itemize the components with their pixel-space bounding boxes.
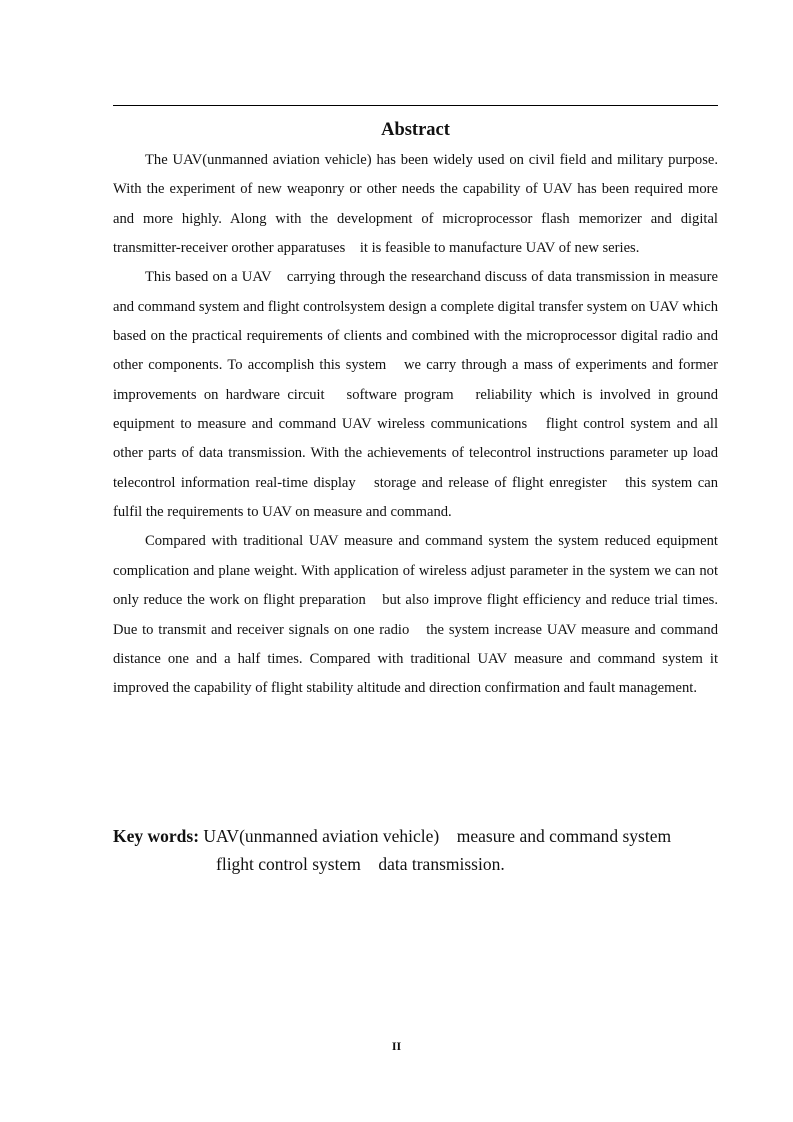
keywords-line-1: UAV(unmanned aviation vehicle) measure and command system [203, 826, 672, 846]
page-number: II [391, 1039, 402, 1053]
keywords-section [113, 822, 743, 878]
header-rule [113, 105, 718, 106]
abstract-paragraph-1: The UAV(unmanned aviation vehicle) has been widely used on civil field and military purpose. With the experiment of new weaponry or other needs the capability of UAV has been required more and more highly. Along with the development of microprocessor flash memorizer and digital transmitter-receiver orother apparatuses it is feasible to manufacture UAV of new series. [113, 152, 718, 257]
abstract-body [113, 146, 733, 704]
abstract-title: Abstract [381, 120, 450, 140]
keywords-label: Key words: [113, 826, 204, 846]
keywords-line-2: flight control system data transmission. [216, 854, 505, 874]
abstract-paragraph-2: This based on a UAV carrying through the researchand discuss of data transmission in measure and command system and flight controlsystem design a complete digital transfer system on UAV which based on the practical requirements of clients and combined with the microprocessor digital radio and other components. To accomplish this system we carry through a mass of experiments and former improvements on hardware circuit software program reliability which is involved in ground equipment to measure and command UAV wireless communications flight control system and all other parts of data transmission. With the achievements of telecontrol instructions parameter up load telecontrol information real-time display storage and release of flight enregister this system can fulfil the requirements to UAV on measure and command. [113, 269, 733, 521]
abstract-paragraph-3: Compared with traditional UAV measure and command system the system reduced equipment complication and plane weight. With application of wireless adjust parameter in the system we can not only reduce the work on flight preparation but also improve flight efficiency and reduce trial times. Due to transmit and receiver signals on one radio the system increase UAV measure and command distance one and a half times. Compared with traditional UAV measure and command system it improved the capability of flight stability altitude and direction confirmation and fault management. [113, 533, 718, 697]
